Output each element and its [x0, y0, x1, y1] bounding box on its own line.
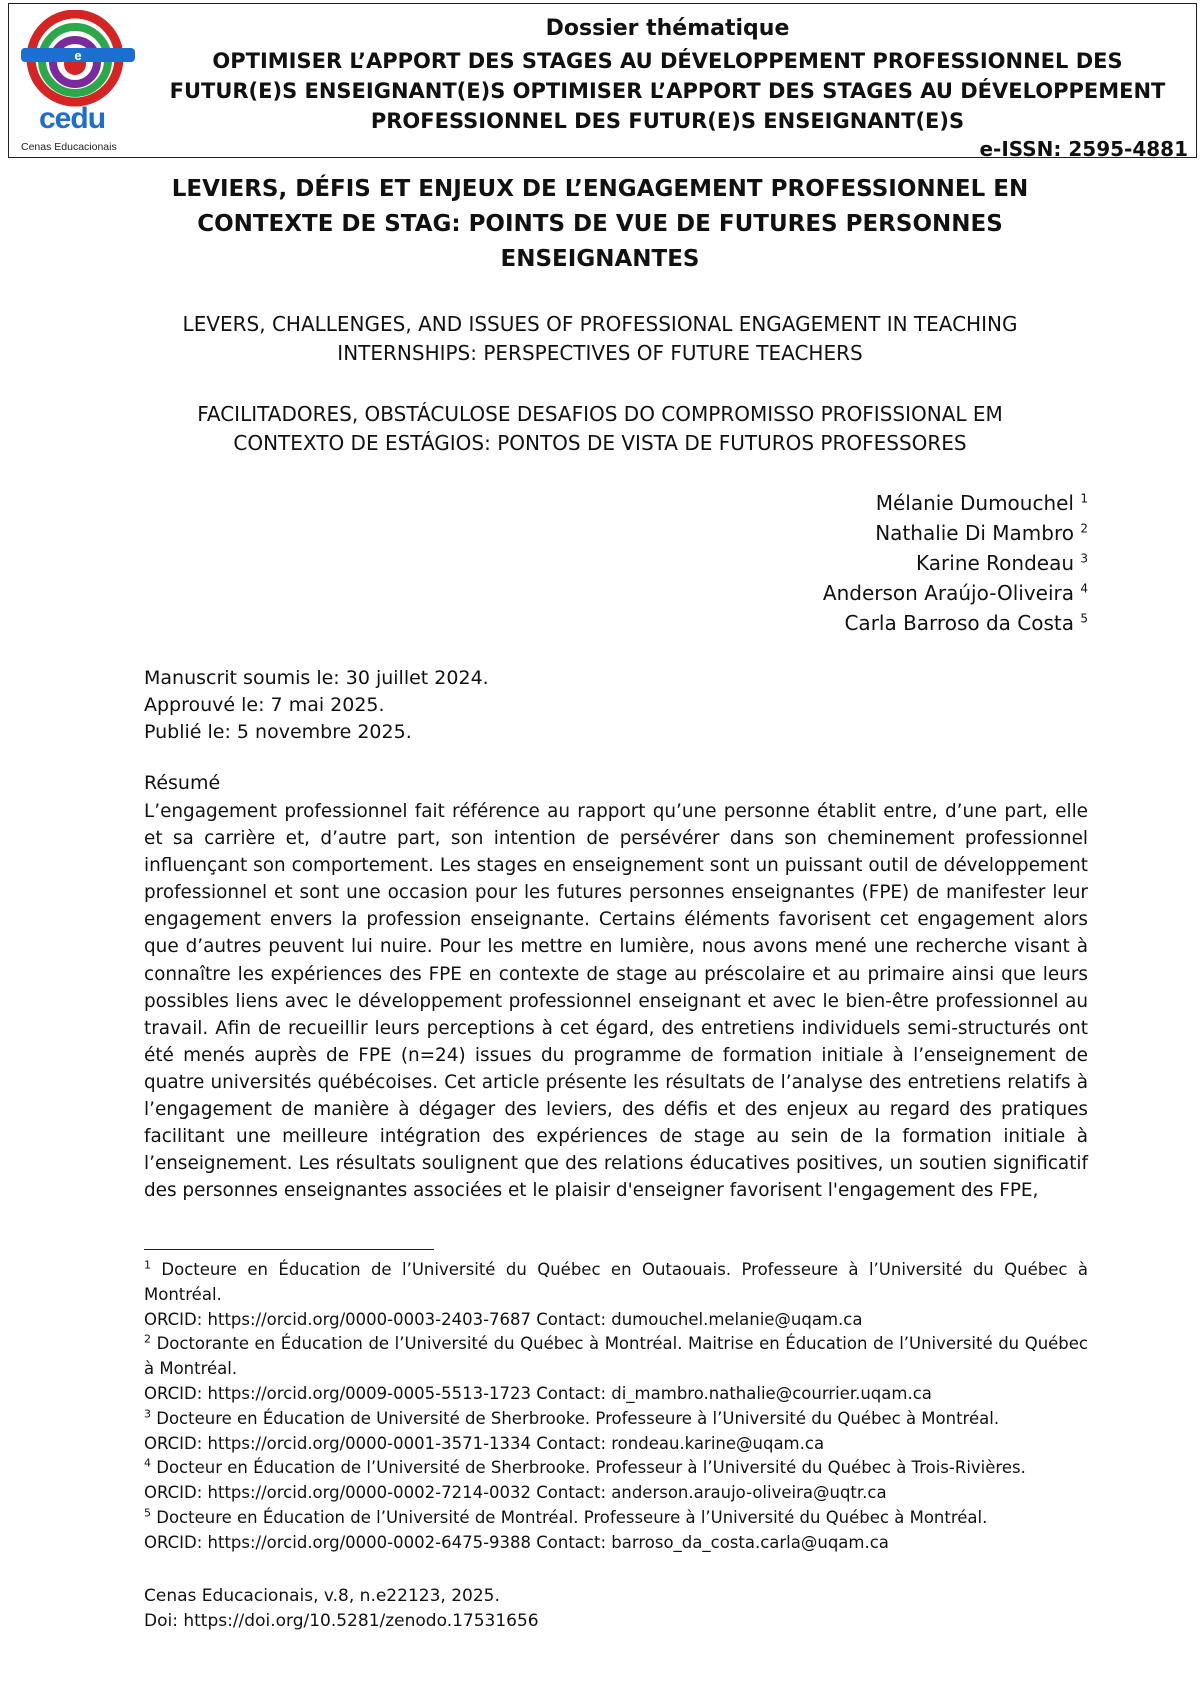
footnote: $^2$ Doctorante en Éducation de l’Université du Québec à Montréal. Maitrise en Éducation de l’Université du Québec à Montréal. [144, 1332, 1088, 1379]
logo-wordmark: cedu [39, 102, 106, 135]
author: Nathalie Di Mambro $^2$ [875, 521, 1088, 545]
author-footnote-mark[interactable]: 4 [1080, 581, 1088, 596]
footnote-divider [144, 1249, 434, 1250]
dossier-title: OPTIMISER L’APPORT DES STAGES AU DÉVELOPPEMENT PROFESSIONNEL DES FUTUR(E)S ENSEIGNANT(E)S OPTIMISER L’APPORT DES STAGES AU DÉVELOPPEMENT PROFESSIONNEL DES FUTUR(E)S ENSEIGNANT(E)S [169, 49, 1166, 133]
doi-link[interactable]: Doi: https://doi.org/10.5281/zenodo.17531656 [144, 1611, 539, 1631]
author: Karine Rondeau $^3$ [916, 551, 1088, 575]
footnote-orcid[interactable]: ORCID: https://orcid.org/0000-0002-6475-9388 Contact: barroso_da_costa.carla@uqam.ca [144, 1532, 889, 1552]
abstract-heading: Résumé [144, 772, 221, 794]
dossier-label: Dossier thématique [545, 16, 790, 41]
manuscript-dates [144, 665, 489, 746]
author: Carla Barroso da Costa $^5$ [844, 611, 1088, 635]
footnote-orcid[interactable]: ORCID: https://orcid.org/0000-0001-3571-1334 Contact: rondeau.karine@uqam.ca [144, 1433, 825, 1453]
date-published: Publié le: 5 novembre 2025. [144, 721, 412, 743]
author-list [823, 488, 1088, 638]
abstract-body: L’engagement professionnel fait référence au rapport qu’une personne établit entre, d’une part, elle et sa carrière et, d’autre part, son intention de persévérer dans son cheminement professionnel influençant son comportement. Les stages en enseignement sont un puissant outil de développement professionnel et sont une occasion pour les futures personnes enseignantes (FPE) de manifester leur engagement envers la profession enseignante. Certains éléments favorisent cet engagement alors que d’autres peuvent lui nuire. Pour les mettre en lumière, nous avons mené une recherche visant à connaître les expériences des FPE en contexte de stage au préscolaire et au primaire ainsi que leurs possibles liens avec le développement professionnel enseignant et avec le bien-être professionnel au travail. Afin de recueillir leurs perceptions à cet égard, des entretiens individuels semi-structurés ont été menés auprès de FPE (n=24) issues du programme de formation initiale à l’enseignement de quatre universités québécoises. Cet article présente les résultats de l’analyse des entretiens relatifs à l’engagement de manière à dégager des leviers, des défis et des enjeux au regard des pratiques facilitant une meilleure intégration des expériences de stage au sein de la formation initiale à l’enseignement. Les résultats soulignent que des relations éducatives positives, un soutien significatif des personnes enseignantes associées et le plaisir d'enseigner favorisent l'engagement des FPE, [144, 801, 1088, 1202]
footnote: $^3$ Docteure en Éducation de Université de Sherbrooke. Professeure à l’Université du Québec à Montréal. [144, 1407, 1000, 1428]
author: Anderson Araújo-Oliveira $^4$ [822, 581, 1088, 605]
citation-block [144, 1584, 539, 1634]
date-submitted: Manuscrit soumis le: 30 juillet 2024. [144, 667, 489, 689]
author-footnote-mark[interactable]: 2 [1080, 521, 1088, 536]
logo-rings-icon [17, 10, 139, 110]
author: Mélanie Dumouchel $^1$ [875, 491, 1088, 515]
author-footnote-mark[interactable]: 3 [1080, 551, 1088, 566]
footnote: $^1$ Docteure en Éducation de l’Université du Québec en Outaouais. Professeure à l’Université du Québec à Montréal. [144, 1258, 1088, 1304]
footnote-orcid[interactable]: ORCID: https://orcid.org/0000-0002-7214-0032 Contact: anderson.araujo-oliveira@uqtr.ca [144, 1483, 887, 1503]
footnote-orcid[interactable]: ORCID: https://orcid.org/0000-0003-2403-7687 Contact: dumouchel.melanie@uqam.ca [144, 1309, 863, 1329]
title-portuguese: FACILITADORES, OBSTÁCULOSE DESAFIOS DO COMPROMISSO PROFISSIONAL EM CONTEXTO DE ESTÁGIOS: PONTOS DE VISTA DE FUTUROS PROFESSORES [197, 402, 1003, 455]
journal-logo [17, 10, 139, 156]
author-footnote-mark[interactable]: 1 [1080, 491, 1088, 506]
footnotes [144, 1258, 1088, 1556]
footnote-orcid[interactable]: ORCID: https://orcid.org/0009-0005-5513-1723 Contact: di_mambro.nathalie@courrier.uqam.ca [144, 1383, 932, 1403]
author-footnote-mark[interactable]: 5 [1080, 611, 1088, 626]
title-french: LEVIERS, DÉFIS ET ENJEUX DE L’ENGAGEMENT PROFESSIONNEL EN CONTEXTE DE STAG: POINTS DE VUE DE FUTURES PERSONNES ENSEIGNANTES [171, 176, 1029, 272]
footnote: $^4$ Docteur en Éducation de l’Université de Sherbrooke. Professeur à l’Université du Québec à Trois-Rivières. [144, 1456, 1026, 1478]
footnote: $^5$ Docteure en Éducation de l’Université de Montréal. Professeure à l’Université du Québec à Montréal. [144, 1506, 988, 1527]
journal-citation: Cenas Educacionais, v.8, n.e22123, 2025. [144, 1586, 500, 1606]
date-approved: Approuvé le: 7 mai 2025. [144, 694, 385, 716]
journal-header [8, 3, 1197, 161]
title-english: LEVERS, CHALLENGES, AND ISSUES OF PROFESSIONAL ENGAGEMENT IN TEACHING INTERNSHIPS: PERSPECTIVES OF FUTURE TEACHERS [182, 312, 1018, 365]
logo-subtitle: Cenas Educacionais [21, 141, 117, 153]
svg-text:e: e [74, 48, 82, 63]
issn: e-ISSN: 2595-4881 [979, 137, 1188, 161]
